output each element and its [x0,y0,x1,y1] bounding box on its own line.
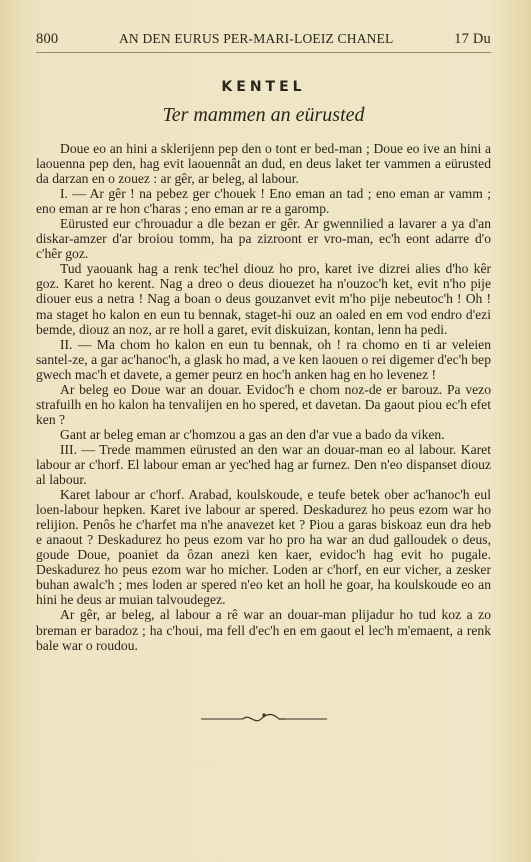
paragraph: Tud yaouank hag a renk tec'hel diouz ho pro, karet ive dizrei alies d'ho kêr goz. Karet ho kerent. Nag a dreo o deus diouezet ha n'ouzoc'h ket, evit n'ho pije diouer eus a netra ! Nag a boan o deus gouzanvet evit m'ho pije nebeutoc'h ! Oh ! ma staget ho kalon en eun tu bennak, staget-hi ouz an oaled en em vod endro d'ezi bemde, diouz an noz, ar re holl a garet, evit diskuizan, kontan, lenn ha pedi. [36,261,491,337]
paragraph: Doue eo an hini a sklerijenn pep den o tont er bed-man ; Doue eo ive an hini a laouenna pep den, hag evit laouennât an dud, en deus laket ter vammen a eürusted da darzan en o zouez : ar gêr, ar beleg, al labour. [36,141,491,187]
article-body [36,141,491,653]
section-title: KENTEL [221,79,306,95]
paragraph: Gant ar beleg eman ar c'homzou a gas an den d'ar vue a bado da viken. [60,426,445,442]
running-head-date: 17 Du [454,31,491,47]
article-subtitle: Ter mammen an eürusted [162,104,365,126]
paragraph: III. — Trede mammen eürusted an den war an douar-man eo al labour. Karet labour ar c'horf. El labour eman ar yec'hed hag ar furnez. Den n'eo dispanset diouz al labour. [36,441,491,488]
closing-ornament [36,711,491,727]
paragraph: Ar gêr, ar beleg, al labour a rê war an douar-man plijadur ho tud koz a zo breman er baradoz ; ha c'houi, ma fell d'ec'h en em gaout el lec'h m'emaent, a renk bale war o roudou. [36,607,491,653]
paragraph: I. — Ar gêr ! na pebez ger c'houek ! Eno eman an tad ; eno eman ar vamm ; eno eman ar re hon c'haras ; eno eman ar re a garomp. [36,186,491,217]
paragraph: Eürusted eur c'hrouadur a dle bezan er gêr. Ar gwennilied a lavarer a ya d'an diskar-amzer d'ar broiou tomm, ha pa zizroont er vro-man, ec'h eont adarre d'o c'hêr goz. [36,216,491,262]
running-head [36,30,491,53]
paragraph: Ar beleg eo Doue war an douar. Evidoc'h e chom noz-de er barouz. Pa vezo strafuilh en ho kalon ha tenvalijen en ho spered, et davetan. Da gaout piou ec'h efet ken ? [36,381,491,427]
page-number: 800 [36,31,59,47]
paragraph: Karet labour ar c'horf. Arabad, koulskoude, e teufe betek ober ac'hanoc'h eul loen-labour hepken. Karet ive labour ar spered. Deskadurez ho peus ezom war ho relijion. Penôs he c'harfet ma n'he anavezet ket ? Piou a garas biskoaz eun dra heb e anaout ? Deskadurez ho peus ezom var ho pro ha war an dud galloudek o deus, goude Doue, poaniet da ôzan anezi ken kaer, evidoc'h hag evit ho pugale. Deskadurez ho peus ezom war ho micher. Loden ar c'horf, en eur vicher, a zesker buhan awalc'h ; mes loden ar spered n'eo ket an holl he goar, ha koulskoude eo an hini he deus ar muian talvoudegez. [36,487,491,608]
running-head-title: AN DEN EURUS PER-MARI-LOEIZ CHANEL [118,31,394,46]
paragraph: II. — Ma chom ho kalon en eun tu bennak, oh ! ra chomo en ti ar veleien santel-ze, a gar ac'hanoc'h, a glask ho mad, a ve ken laouen o rei digemer d'ec'h bep gwech mac'h et davete, a gemer peurz en hoc'h anken hag en ho levenez ! [36,336,491,382]
ornament-flourish-icon [199,711,329,727]
